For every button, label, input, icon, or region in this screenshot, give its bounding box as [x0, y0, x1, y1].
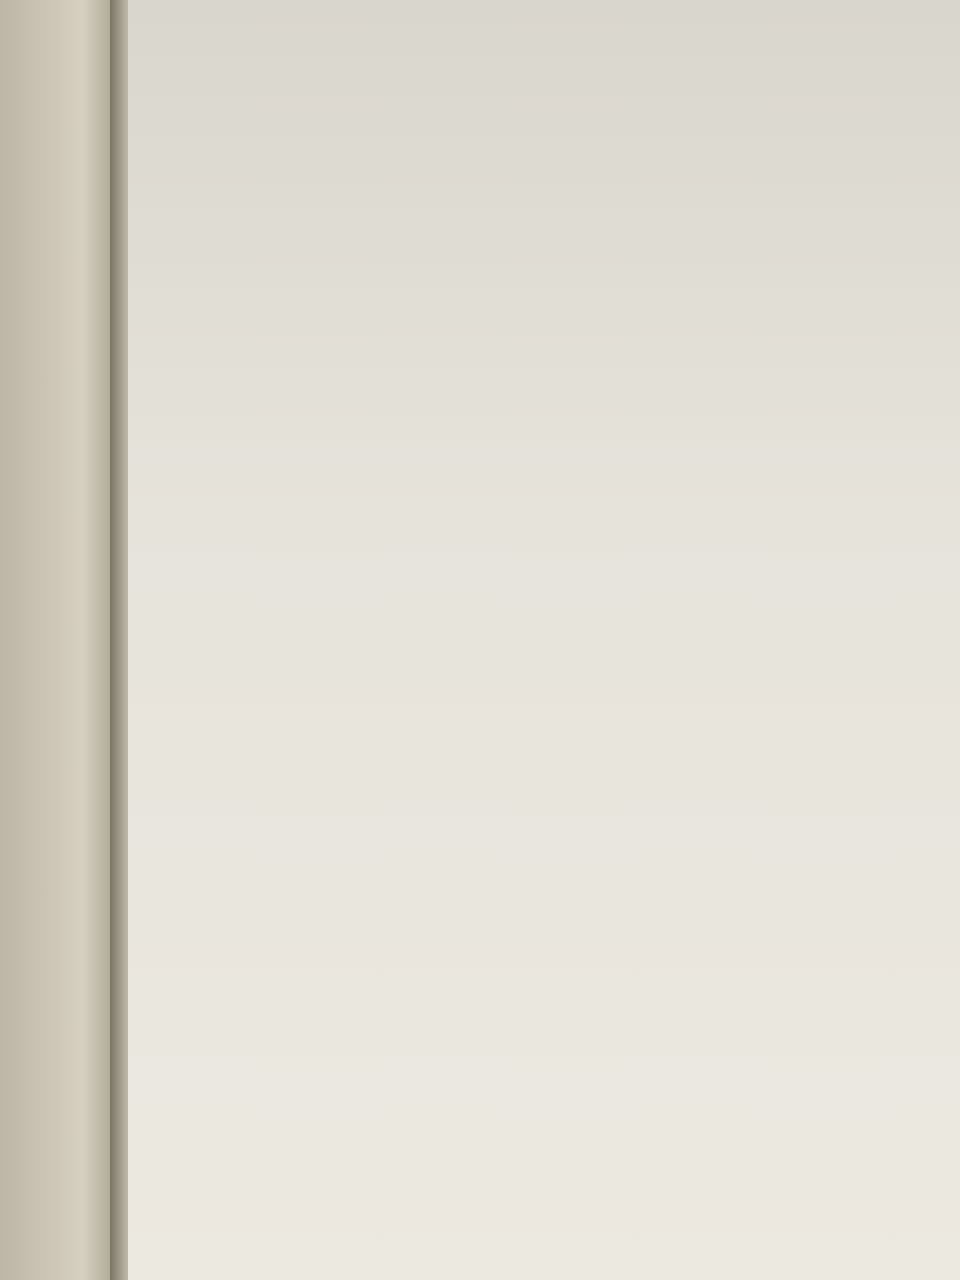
right-page [128, 0, 960, 1280]
left-page-edge [0, 0, 118, 1280]
